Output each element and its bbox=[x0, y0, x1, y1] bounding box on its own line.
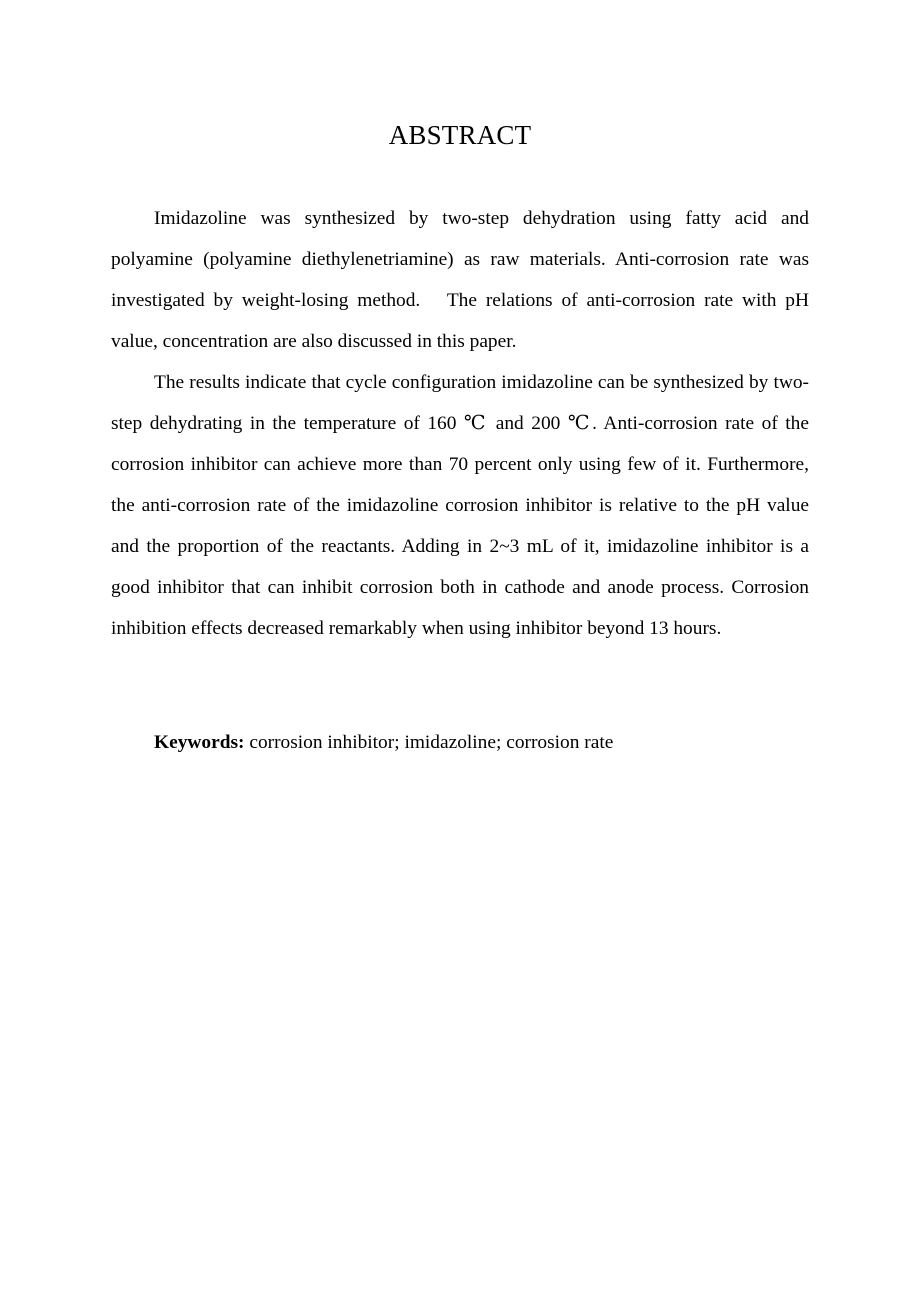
keywords-text: corrosion inhibitor; imidazoline; corrosion rate bbox=[244, 732, 614, 753]
abstract-paragraph-1: Imidazoline was synthesized by two-step dehydration using fatty acid and polyamine (polyamine diethylenetriamine) as raw materials. Anti-corrosion rate was investigated by weight-losing method. The relations of anti-corrosion rate with pH value, concentration are also discussed in this paper. bbox=[111, 208, 809, 352]
keywords-line bbox=[154, 722, 809, 763]
abstract-title: ABSTRACT bbox=[388, 120, 532, 150]
abstract-paragraph-2: The results indicate that cycle configuration imidazoline can be synthesized by two-step dehydrating in the temperature of 160 ℃ and 200 ℃. Anti-corrosion rate of the corrosion inhibitor can achieve more than 70 percent only using few of it. Furthermore, the anti-corrosion rate of the imidazoline corrosion inhibitor is relative to the pH value and the proportion of the reactants. Adding in 2~3 mL of it, imidazoline inhibitor is a good inhibitor that can inhibit corrosion both in cathode and anode process. Corrosion inhibition effects decreased remarkably when using inhibitor beyond 13 hours. bbox=[111, 372, 809, 639]
keywords-label: Keywords: bbox=[154, 732, 245, 753]
abstract-body bbox=[111, 198, 809, 649]
